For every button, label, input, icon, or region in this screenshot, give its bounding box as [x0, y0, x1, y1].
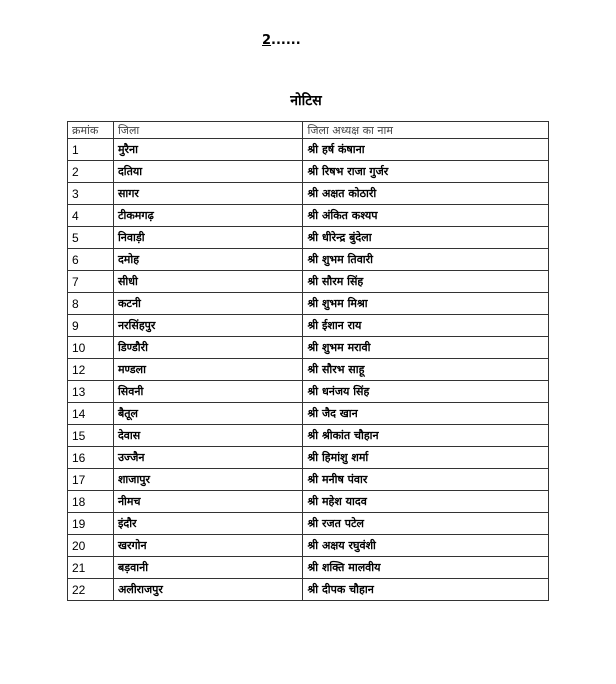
table-row: [68, 381, 549, 403]
president-name-cell: श्री धनंजय सिंह: [303, 381, 549, 403]
serial-cell: 10: [68, 337, 114, 359]
district-cell: खरगोन: [113, 535, 303, 557]
district-cell: इंदौर: [113, 513, 303, 535]
serial-cell: 19: [68, 513, 114, 535]
header-serial: क्रमांक: [68, 122, 114, 139]
page-title: नोटिस: [290, 93, 322, 109]
serial-cell: 8: [68, 293, 114, 315]
serial-cell: 17: [68, 469, 114, 491]
table-row: [68, 161, 549, 183]
president-name-cell: श्री मनीष पंवार: [303, 469, 549, 491]
president-name-cell: श्री श्रीकांत चौहान: [303, 425, 549, 447]
president-name-cell: श्री ईशान राय: [303, 315, 549, 337]
president-name-cell: श्री अक्षय रघुवंशी: [303, 535, 549, 557]
table-row: [68, 293, 549, 315]
serial-cell: 15: [68, 425, 114, 447]
president-name-cell: श्री शुभम मरावी: [303, 337, 549, 359]
district-cell: सिवनी: [113, 381, 303, 403]
serial-cell: 2: [68, 161, 114, 183]
president-name-cell: श्री धीरेन्द्र बुंदेला: [303, 227, 549, 249]
table-row: [68, 205, 549, 227]
serial-cell: 7: [68, 271, 114, 293]
table-row: [68, 359, 549, 381]
president-name-cell: श्री अक्षत कोठारी: [303, 183, 549, 205]
district-cell: नरसिंहपुर: [113, 315, 303, 337]
district-cell: शाजापुर: [113, 469, 303, 491]
header-president-name: जिला अध्यक्ष का नाम: [303, 122, 549, 139]
header-district: जिला: [113, 122, 303, 139]
table-row: [68, 469, 549, 491]
serial-cell: 3: [68, 183, 114, 205]
serial-cell: 14: [68, 403, 114, 425]
serial-cell: 16: [68, 447, 114, 469]
table-row: [68, 491, 549, 513]
table-row: [68, 227, 549, 249]
serial-cell: 1: [68, 139, 114, 161]
table-row: [68, 513, 549, 535]
table-row: [68, 447, 549, 469]
district-president-table: [67, 121, 549, 601]
district-cell: बैतूल: [113, 403, 303, 425]
district-cell: सीधी: [113, 271, 303, 293]
serial-cell: 5: [68, 227, 114, 249]
president-name-cell: श्री हर्ष कंषाना: [303, 139, 549, 161]
district-cell: दमोह: [113, 249, 303, 271]
president-name-cell: श्री सौरभ साहू: [303, 359, 549, 381]
page-number-value: 2: [262, 33, 272, 48]
president-name-cell: श्री अंकित कश्यप: [303, 205, 549, 227]
table-row: [68, 139, 549, 161]
serial-cell: 20: [68, 535, 114, 557]
table-row: [68, 315, 549, 337]
district-cell: टीकमगढ़: [113, 205, 303, 227]
president-name-cell: श्री दीपक चौहान: [303, 579, 549, 601]
table-row: [68, 579, 549, 601]
district-cell: उज्जैन: [113, 447, 303, 469]
serial-cell: 22: [68, 579, 114, 601]
district-cell: डिण्डौरी: [113, 337, 303, 359]
serial-cell: 12: [68, 359, 114, 381]
table-row: [68, 271, 549, 293]
serial-cell: 4: [68, 205, 114, 227]
table-row: [68, 535, 549, 557]
table-body: [68, 139, 549, 601]
table-row: [68, 337, 549, 359]
table-row: [68, 249, 549, 271]
president-name-cell: श्री रजत पटेल: [303, 513, 549, 535]
table-row: [68, 425, 549, 447]
table-header-row: [68, 122, 549, 139]
district-cell: दतिया: [113, 161, 303, 183]
district-cell: निवाड़ी: [113, 227, 303, 249]
district-cell: अलीराजपुर: [113, 579, 303, 601]
district-cell: बड़वानी: [113, 557, 303, 579]
page-number-trail: ......: [271, 33, 301, 48]
president-name-cell: श्री जैद खान: [303, 403, 549, 425]
serial-cell: 21: [68, 557, 114, 579]
district-cell: सागर: [113, 183, 303, 205]
serial-cell: 9: [68, 315, 114, 337]
table-row: [68, 403, 549, 425]
president-name-cell: श्री सौरम सिंह: [303, 271, 549, 293]
president-name-cell: श्री शुभम तिवारी: [303, 249, 549, 271]
table-row: [68, 183, 549, 205]
table-row: [68, 557, 549, 579]
president-name-cell: श्री महेश यादव: [303, 491, 549, 513]
district-cell: कटनी: [113, 293, 303, 315]
district-cell: देवास: [113, 425, 303, 447]
district-cell: मुरैना: [113, 139, 303, 161]
page-number: [262, 33, 301, 48]
serial-cell: 18: [68, 491, 114, 513]
president-name-cell: श्री शुभम मिश्रा: [303, 293, 549, 315]
district-cell: मण्डला: [113, 359, 303, 381]
president-name-cell: श्री रिषभ राजा गुर्जर: [303, 161, 549, 183]
serial-cell: 6: [68, 249, 114, 271]
district-cell: नीमच: [113, 491, 303, 513]
president-name-cell: श्री हिमांशु शर्मा: [303, 447, 549, 469]
president-name-cell: श्री शक्ति मालवीय: [303, 557, 549, 579]
serial-cell: 13: [68, 381, 114, 403]
